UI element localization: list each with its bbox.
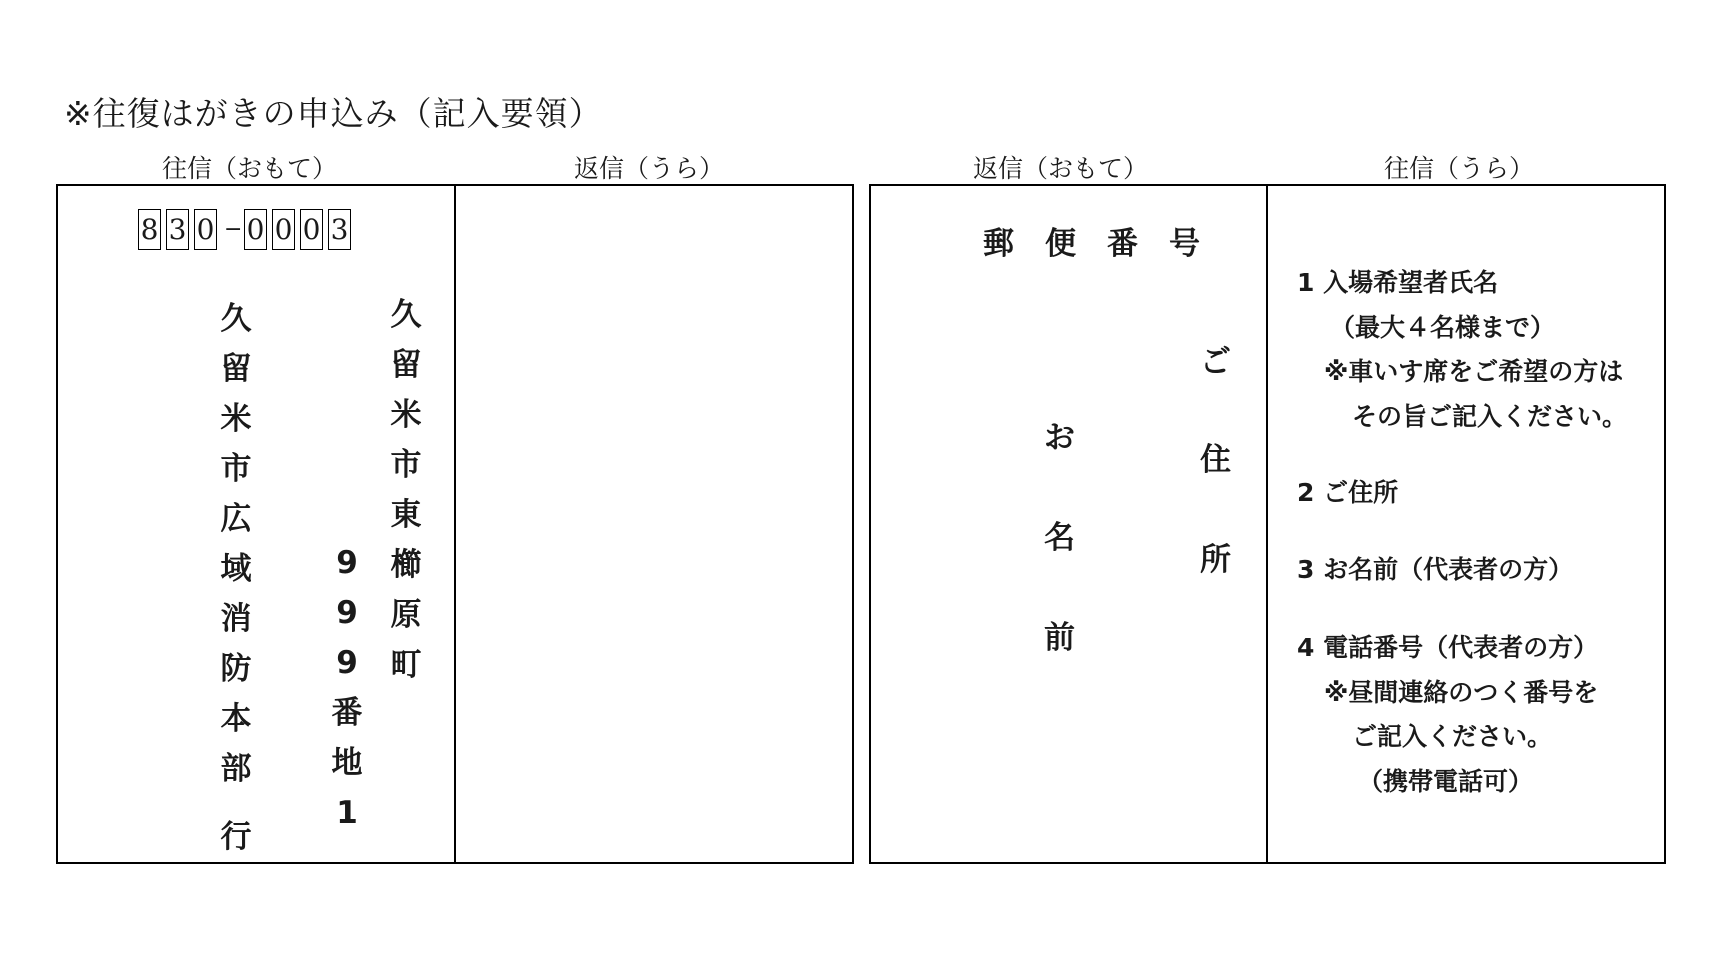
card-divider-right (1266, 184, 1268, 864)
street-number-char: 地 (331, 745, 363, 781)
recipient-column (216, 294, 256, 794)
postal-code-label: 郵 便 番 号 (983, 226, 1200, 262)
page-title: ※往復はがきの申込み（記入要領） (64, 94, 603, 133)
instruction-text: ご住所 (1323, 478, 1399, 507)
instruction-number: 1 (1297, 268, 1315, 297)
address-char: 市 (390, 447, 422, 483)
postal-digit-box: 8 (138, 209, 161, 250)
header-outgoing-back: 往信（うら） (1384, 154, 1535, 183)
name-label-char: 名 (1044, 520, 1075, 556)
instruction-note: （携帯電話可） (1358, 767, 1534, 796)
postal-digit-box: 0 (272, 209, 295, 250)
address-char: 久 (390, 297, 422, 333)
address-char: 櫛 (390, 547, 422, 583)
recipient-char: 久 (220, 301, 252, 337)
postal-digit-box: 0 (300, 209, 323, 250)
instruction-number: 2 (1297, 478, 1315, 507)
recipient-char: 本 (220, 701, 252, 737)
address-char: 原 (390, 597, 422, 633)
instruction-item-4 (1297, 628, 1598, 664)
instruction-note: ご記入ください。 (1352, 722, 1553, 751)
street-number-char: 9 (336, 595, 358, 631)
address-char: 町 (390, 647, 422, 683)
header-outgoing-front: 往信（おもて） (162, 154, 338, 183)
instruction-note: ※昼間連絡のつく番号を (1324, 678, 1599, 707)
postal-digit-box: 3 (166, 209, 189, 250)
instruction-note: その旨ご記入ください。 (1352, 402, 1628, 431)
postal-dash: − (224, 217, 243, 242)
recipient-char: 部 (220, 751, 252, 787)
postal-digit-box: 0 (244, 209, 267, 250)
instruction-item-1 (1297, 263, 1498, 299)
instruction-item-2 (1297, 473, 1398, 509)
address-column (386, 290, 426, 690)
instruction-text: 入場希望者氏名 (1323, 268, 1499, 297)
street-number-char: 9 (336, 545, 358, 581)
instruction-text: 電話番号（代表者の方） (1323, 633, 1599, 662)
instruction-item-3 (1297, 550, 1573, 586)
header-reply-back: 返信（うら） (574, 154, 725, 183)
street-number-column (327, 538, 367, 838)
address-char: 米 (390, 397, 422, 433)
card-divider-left (454, 184, 456, 864)
instruction-number: 4 (1297, 633, 1315, 662)
postal-digit-box: 0 (194, 209, 217, 250)
instruction-note: ※車いす席をご希望の方は (1324, 357, 1624, 386)
instruction-text: お名前（代表者の方） (1323, 555, 1574, 584)
postal-code-boxes (138, 209, 356, 250)
address-label-char: 所 (1200, 542, 1231, 578)
recipient-char: 留 (220, 351, 252, 387)
street-number-char: 9 (336, 645, 358, 681)
address-label-char: ご (1200, 344, 1231, 380)
street-number-char: 番 (331, 695, 363, 731)
postal-digit-box: 3 (328, 209, 351, 250)
recipient-char: 市 (220, 451, 252, 487)
address-char: 留 (390, 347, 422, 383)
address-label-char: 住 (1200, 442, 1231, 478)
recipient-char: 広 (220, 501, 252, 537)
recipient-suffix: 行 (220, 819, 252, 855)
recipient-char: 消 (220, 601, 252, 637)
name-label-char: お (1044, 420, 1075, 456)
name-label-char: 前 (1044, 620, 1075, 656)
street-number-char: 1 (336, 795, 358, 831)
recipient-char: 米 (220, 401, 252, 437)
address-char: 東 (390, 497, 422, 533)
recipient-char: 域 (220, 551, 252, 587)
recipient-char: 防 (220, 651, 252, 687)
header-reply-front: 返信（おもて） (973, 154, 1149, 183)
instruction-number: 3 (1297, 555, 1315, 584)
instruction-note: （最大４名様まで） (1330, 313, 1556, 342)
